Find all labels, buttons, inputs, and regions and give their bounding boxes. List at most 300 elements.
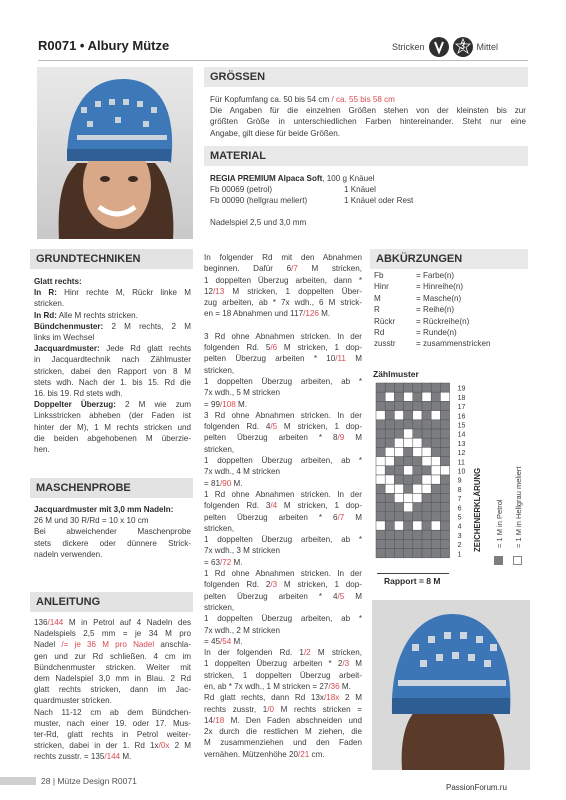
chart-cell bbox=[376, 549, 385, 558]
material-yarn-weight: , 100 g Knäuel bbox=[322, 174, 375, 183]
chart-cell bbox=[376, 512, 385, 521]
chart-cell bbox=[376, 503, 385, 512]
line-text: en = 18 Abnahmen und 117 bbox=[204, 309, 304, 319]
abbr-term: Hinr bbox=[374, 282, 389, 292]
text-line bbox=[34, 695, 191, 706]
chart-cell bbox=[431, 549, 440, 558]
text-line bbox=[34, 377, 191, 388]
chart-cell bbox=[413, 503, 422, 512]
line-text: stricken, 1 doppelten Überzug arbeit- bbox=[204, 670, 362, 680]
text-line bbox=[204, 636, 362, 647]
text-line bbox=[34, 639, 191, 650]
line-text: Bei abweichender Maschenprobe bbox=[34, 527, 191, 537]
bold-term: Glatt rechts: bbox=[34, 277, 82, 286]
difficulty-level-label: Mittel bbox=[476, 42, 499, 52]
chart-cell bbox=[422, 457, 431, 466]
chart-cell bbox=[404, 420, 413, 429]
chart-cell bbox=[404, 493, 413, 502]
chart-cell bbox=[422, 438, 431, 447]
difficulty-star-icon bbox=[453, 37, 473, 57]
large-size-value: /0x bbox=[158, 741, 170, 751]
line-text: pelten Überzug arbeiten * 8 bbox=[204, 433, 338, 443]
chart-cell bbox=[394, 438, 403, 447]
chart-cell bbox=[385, 392, 394, 401]
chart-cell bbox=[394, 539, 403, 548]
chart-cell bbox=[440, 549, 449, 558]
text-line bbox=[204, 512, 362, 523]
line-text: = 81 bbox=[204, 478, 220, 488]
chart-cell bbox=[376, 411, 385, 420]
line-text: dem Nadelspiel 3,0 mm in Blau. 2 Rd bbox=[34, 674, 191, 684]
chart-cell bbox=[376, 530, 385, 539]
line-text: quardmuster stricken. bbox=[34, 696, 112, 706]
large-size-value: /7 bbox=[337, 512, 345, 522]
chart-cell bbox=[404, 475, 413, 484]
line-text: 12 bbox=[204, 286, 214, 296]
line-text: stets dickere oder dünnere Strick- bbox=[34, 538, 191, 548]
abkuerzungen-heading: ABKÜRZUNGEN bbox=[370, 249, 528, 269]
chart-cell bbox=[376, 466, 385, 475]
text-line bbox=[204, 432, 362, 443]
line-text: 1 doppelten Überzug arbeiten, ab * bbox=[204, 456, 362, 466]
chart-cell bbox=[404, 429, 413, 438]
bold-term: In Rd: bbox=[34, 310, 57, 320]
text-line bbox=[34, 332, 191, 343]
chart-row-label: 3 bbox=[457, 532, 462, 540]
chart-cell bbox=[404, 457, 413, 466]
large-size-value: /2 bbox=[303, 648, 311, 658]
line-text: M stricken, 1 doppelten Über- bbox=[224, 286, 362, 296]
large-size-value: /5 bbox=[270, 422, 278, 432]
page-title: R0071 • Albury Mütze bbox=[38, 38, 170, 53]
chart-cell bbox=[413, 512, 422, 521]
line-text: hen. bbox=[34, 445, 50, 455]
chart-cell bbox=[404, 447, 413, 456]
line-text: Nadelspiels 2,5 mm = je 34 M pro bbox=[34, 629, 191, 639]
chart-cell bbox=[404, 539, 413, 548]
bold-term: Jacquardmuster mit 3,0 mm Nadeln: bbox=[34, 505, 174, 514]
chart-cell bbox=[422, 429, 431, 438]
abbr-meaning: = Farbe(n) bbox=[416, 271, 455, 280]
chart-cell bbox=[376, 539, 385, 548]
text-line bbox=[204, 399, 362, 410]
groessen-line: größten Größe in unterschiedlichen Farben hintereinander. Steht nur eine bbox=[210, 117, 526, 127]
text-line bbox=[34, 444, 191, 455]
chart-cell bbox=[440, 429, 449, 438]
chart-cell bbox=[440, 392, 449, 401]
groessen-line: Die Angaben für die einzelnen Größen stehen von der kleinsten bis zur bbox=[210, 106, 526, 116]
material-item-name: Fb 00069 (petrol) bbox=[210, 185, 273, 195]
abbr-term: R bbox=[374, 305, 380, 315]
text-line bbox=[204, 737, 362, 748]
chart-cell bbox=[422, 475, 431, 484]
rapport-label: Rapport = 8 M bbox=[384, 576, 441, 586]
chart-cell bbox=[422, 411, 431, 420]
chart-row-label: 19 bbox=[457, 385, 466, 393]
chart-cell bbox=[440, 401, 449, 410]
chart-cell bbox=[385, 493, 394, 502]
line-text: rechts zusstr, 1 bbox=[204, 704, 268, 714]
chart-cell bbox=[431, 503, 440, 512]
text-line bbox=[204, 308, 362, 319]
text-line bbox=[204, 320, 362, 331]
line-text: M. bbox=[235, 399, 247, 409]
legend-swatch-petrol bbox=[494, 556, 503, 565]
chart-cell bbox=[440, 512, 449, 521]
line-text: 14 bbox=[204, 715, 214, 725]
chart-cell bbox=[422, 401, 431, 410]
line-text: folgenden Rd. 2 bbox=[204, 580, 271, 590]
chart-cell bbox=[404, 392, 413, 401]
material-item-qty: 1 Knäuel bbox=[344, 185, 376, 195]
chart-cell bbox=[413, 530, 422, 539]
chart-row-label: 10 bbox=[457, 468, 466, 476]
line-text: 26 M und 30 R/Rd = 10 x 10 cm bbox=[34, 516, 149, 526]
groessen-size-large: / ca. 55 bis 58 cm bbox=[331, 95, 395, 104]
large-size-value: /0 bbox=[267, 704, 274, 714]
chart-cell bbox=[440, 475, 449, 484]
line-text: hinter der M), 1 M rechts stricken und bbox=[34, 422, 191, 432]
chart-cell bbox=[431, 530, 440, 539]
text-line bbox=[34, 310, 191, 321]
line-text: Alle M rechts stricken. bbox=[56, 310, 138, 320]
line-text: Hinr rechte M, Rückr linke M bbox=[56, 288, 191, 298]
chart-cell bbox=[394, 530, 403, 539]
abbr-term: Rückr bbox=[374, 316, 396, 326]
chart-cell bbox=[431, 521, 440, 530]
text-line bbox=[34, 321, 191, 332]
chart-cell bbox=[440, 420, 449, 429]
large-size-value: /3 bbox=[270, 580, 278, 590]
line-text: Nadel bbox=[34, 640, 62, 650]
chart-cell bbox=[440, 493, 449, 502]
chart-cell bbox=[413, 484, 422, 493]
chart-cell bbox=[394, 466, 403, 475]
chart-row-label: 17 bbox=[457, 404, 466, 412]
text-line bbox=[34, 651, 191, 662]
chart-cell bbox=[422, 539, 431, 548]
chart-cell bbox=[376, 392, 385, 401]
chart-row-label: 1 bbox=[457, 551, 462, 559]
line-text: In folgender Rd mit den Abnahmen bbox=[204, 253, 362, 262]
line-text: M stricken, 1 dop- bbox=[277, 343, 362, 353]
watermark: PassionForum.ru bbox=[446, 783, 507, 792]
chart-cell bbox=[440, 466, 449, 475]
large-size-value: /72 bbox=[219, 557, 232, 567]
line-text: M bbox=[344, 512, 362, 522]
chart-cell bbox=[431, 401, 440, 410]
chart-cell bbox=[422, 493, 431, 502]
material-needles: Nadelspiel 2,5 und 3,0 mm bbox=[210, 217, 307, 227]
legend-label-hellgrau: = 1 M in Hellgrau meliert bbox=[514, 466, 523, 548]
chart-cell bbox=[385, 429, 394, 438]
zaehlmuster-chart bbox=[374, 381, 474, 571]
chart-cell bbox=[440, 539, 449, 548]
text-line bbox=[34, 526, 191, 537]
line-text: stricken, bbox=[204, 602, 235, 612]
line-text: pelten Überzug arbeiten * 10 bbox=[204, 354, 336, 364]
text-line bbox=[204, 410, 362, 421]
chart-cell bbox=[440, 521, 449, 530]
line-text: 1 doppelten Überzug arbeiten, ab * bbox=[204, 535, 362, 545]
chart-cell bbox=[431, 539, 440, 548]
footer-separator: | bbox=[52, 776, 58, 786]
line-text: rechts zusstr. = 135 bbox=[34, 752, 105, 762]
chart-cell bbox=[376, 420, 385, 429]
line-text: pelten Überzug arbeiten * 6 bbox=[204, 512, 338, 522]
chart-cell bbox=[404, 503, 413, 512]
chart-cell bbox=[385, 521, 394, 530]
groessen-line bbox=[210, 94, 526, 105]
line-text: glatt rechts stricken, dann im Jac- bbox=[34, 685, 191, 695]
chart-cell bbox=[413, 383, 422, 392]
chart-row-label: 9 bbox=[457, 477, 462, 485]
large-size-value: /126 bbox=[303, 309, 319, 319]
chart-cell bbox=[404, 438, 413, 447]
chart-cell bbox=[431, 457, 440, 466]
text-line bbox=[34, 549, 191, 560]
chart-cell bbox=[394, 420, 403, 429]
text-line bbox=[204, 297, 362, 308]
chart-cell bbox=[394, 512, 403, 521]
chart-cell bbox=[394, 503, 403, 512]
chart-cell bbox=[413, 411, 422, 420]
footer-bar bbox=[0, 777, 36, 785]
material-item bbox=[210, 195, 526, 206]
line-text: 136 bbox=[34, 618, 48, 627]
chart-cell bbox=[376, 383, 385, 392]
line-text: = 99 bbox=[204, 399, 220, 409]
line-text: Rd glatt rechts, dann Rd 13x bbox=[204, 693, 324, 703]
chart-cell bbox=[385, 411, 394, 420]
text-line bbox=[204, 365, 362, 376]
chart-cell bbox=[385, 503, 394, 512]
chart-cell bbox=[440, 438, 449, 447]
legend-label-petrol: = 1 M in Petrol bbox=[495, 499, 504, 548]
line-text: gen und zur Rd schließen. 4 cm im bbox=[34, 651, 191, 661]
bold-term: Jacquardmuster: bbox=[34, 344, 100, 354]
text-line bbox=[34, 298, 191, 309]
line-text: ter-Rd, glatt rechts in Petrol weiter- bbox=[34, 730, 191, 740]
chart-cell bbox=[413, 549, 422, 558]
groessen-size-text: Für Kopfumfang ca. 50 bis 54 cm bbox=[210, 95, 332, 104]
material-item-name: Fb 00090 (hellgrau meliert) bbox=[210, 196, 308, 206]
chart-cell bbox=[404, 512, 413, 521]
line-text: 7x wdh., 3 M stricken bbox=[204, 546, 281, 556]
chart-cell bbox=[422, 383, 431, 392]
line-text: 3 Rd ohne Abnahmen stricken. In der bbox=[204, 331, 362, 341]
chart-cell bbox=[413, 401, 422, 410]
chart-cell bbox=[385, 401, 394, 410]
line-text: Jede Rd glatt rechts bbox=[99, 344, 191, 354]
chart-cell bbox=[376, 401, 385, 410]
text-line bbox=[204, 545, 362, 556]
chart-cell bbox=[431, 493, 440, 502]
stricken-label: Stricken bbox=[392, 42, 425, 52]
text-line bbox=[204, 534, 362, 545]
chart-cell bbox=[413, 438, 422, 447]
text-line bbox=[34, 684, 191, 695]
text-line bbox=[204, 726, 362, 737]
chart-cell bbox=[376, 475, 385, 484]
text-line bbox=[34, 504, 191, 515]
text-line bbox=[34, 751, 191, 762]
legend-title: ZEICHENERKLÄRUNG bbox=[473, 467, 482, 552]
chart-cell bbox=[385, 539, 394, 548]
large-size-value: /90 bbox=[219, 478, 232, 488]
chart-cell bbox=[394, 429, 403, 438]
hat-back-photo bbox=[372, 600, 530, 770]
line-text: nadeln verwenden. bbox=[34, 549, 103, 559]
chart-cell bbox=[404, 484, 413, 493]
text-line bbox=[204, 681, 362, 692]
text-line bbox=[204, 579, 362, 590]
anleitung-text bbox=[34, 617, 191, 763]
text-line bbox=[34, 287, 191, 298]
text-line bbox=[204, 421, 362, 432]
chart-cell bbox=[394, 411, 403, 420]
line-text: M stricken, 1 dop- bbox=[277, 501, 362, 511]
large-size-value: /18x bbox=[323, 693, 340, 703]
chart-cell bbox=[431, 466, 440, 475]
text-line bbox=[204, 275, 362, 286]
large-size-value: /144 bbox=[104, 752, 121, 762]
text-line bbox=[204, 353, 362, 364]
chart-cell bbox=[385, 484, 394, 493]
knitting-v-icon bbox=[429, 37, 449, 57]
chart-row-label: 15 bbox=[457, 422, 466, 430]
chart-row-label: 2 bbox=[457, 542, 462, 550]
chart-row-label: 11 bbox=[457, 459, 465, 467]
chart-cell bbox=[404, 411, 413, 420]
chart-cell bbox=[404, 466, 413, 475]
text-line bbox=[204, 286, 362, 297]
chart-cell bbox=[385, 475, 394, 484]
chart-cell bbox=[422, 549, 431, 558]
large-size-value: /21 bbox=[298, 749, 310, 759]
text-line bbox=[34, 422, 191, 433]
chart-cell bbox=[404, 401, 413, 410]
chart-cell bbox=[394, 493, 403, 502]
groessen-heading: GRÖSSEN bbox=[204, 67, 528, 87]
text-line bbox=[204, 670, 362, 681]
text-line bbox=[34, 515, 191, 526]
line-text: M bbox=[349, 659, 362, 669]
line-text: 2 M wie zum bbox=[115, 400, 191, 410]
line-text: cm. bbox=[309, 749, 325, 759]
line-text: M. bbox=[231, 636, 243, 646]
line-text: M. bbox=[120, 752, 132, 762]
abbr-meaning: = Hinreihe(n) bbox=[416, 282, 464, 292]
line-text: 7x wdh., 5 M stricken bbox=[204, 388, 281, 398]
chart-cell bbox=[394, 457, 403, 466]
line-text: M bbox=[344, 433, 362, 443]
text-line bbox=[204, 331, 362, 342]
large-size-value: /4 bbox=[270, 501, 278, 511]
large-size-value: /6 bbox=[270, 343, 278, 353]
chart-cell bbox=[385, 457, 394, 466]
chart-row-label: 18 bbox=[457, 394, 466, 402]
chart-cell bbox=[385, 466, 394, 475]
anleitung-heading: ANLEITUNG bbox=[30, 592, 193, 612]
chart-cell bbox=[385, 438, 394, 447]
chart-cell bbox=[431, 411, 440, 420]
line-text: M zusammenziehen und den Faden bbox=[204, 738, 362, 748]
text-line bbox=[204, 658, 362, 669]
abbr-term: Rd bbox=[374, 328, 385, 338]
chart-row-label: 16 bbox=[457, 413, 466, 421]
chart-cell bbox=[431, 429, 440, 438]
chart-row-label: 6 bbox=[457, 505, 462, 513]
abbr-term: Fb bbox=[374, 271, 384, 280]
bold-term: Bündchenmuster: bbox=[34, 321, 104, 331]
line-text: Bündchenmuster stricken. Weiter mit bbox=[34, 662, 191, 672]
bold-term: In R: bbox=[34, 288, 57, 298]
abkuerzungen-list bbox=[374, 270, 524, 350]
large-size-value: /7 bbox=[291, 264, 298, 274]
large-size-value: /13 bbox=[213, 286, 225, 296]
line-text: beginnen. Dafür 6 bbox=[204, 264, 292, 274]
page-number: 28 bbox=[41, 776, 51, 786]
grundtechniken-heading: GRUNDTECHNIKEN bbox=[30, 249, 193, 269]
text-line bbox=[204, 523, 362, 534]
text-line bbox=[204, 647, 362, 658]
chart-cell bbox=[422, 521, 431, 530]
text-line bbox=[204, 557, 362, 568]
chart-cell bbox=[404, 549, 413, 558]
chart-cell bbox=[422, 512, 431, 521]
large-size-value: /9 bbox=[337, 433, 345, 443]
abbr-meaning: = Runde(n) bbox=[416, 328, 457, 338]
text-line bbox=[34, 433, 191, 444]
text-line bbox=[34, 388, 191, 399]
chart-cell bbox=[376, 484, 385, 493]
chart-cell bbox=[376, 429, 385, 438]
line-text: folgenden Rd. 5 bbox=[204, 343, 271, 353]
chart-cell bbox=[431, 392, 440, 401]
line-text: M bbox=[344, 591, 362, 601]
abbr-term: zusstr bbox=[374, 339, 396, 349]
line-text: stricken, bbox=[204, 444, 235, 454]
chart-cell bbox=[376, 447, 385, 456]
text-line bbox=[204, 252, 362, 263]
chart-cell bbox=[413, 539, 422, 548]
chart-cell bbox=[422, 447, 431, 456]
large-size-value: /54 bbox=[219, 636, 232, 646]
text-line bbox=[34, 707, 191, 718]
groessen-text bbox=[210, 94, 526, 139]
rapport-line bbox=[377, 573, 449, 574]
text-line bbox=[204, 376, 362, 387]
line-text: 2 M bbox=[169, 741, 191, 751]
chart-cell bbox=[440, 457, 449, 466]
chart-cell bbox=[431, 475, 440, 484]
text-line bbox=[204, 387, 362, 398]
line-text: die beiden abgehobenen M überzie- bbox=[34, 433, 191, 443]
text-line bbox=[204, 602, 362, 613]
chart-row-label: 12 bbox=[457, 450, 466, 458]
chart-cell bbox=[431, 438, 440, 447]
line-text: M stricken, bbox=[297, 264, 362, 274]
chart-cell bbox=[385, 383, 394, 392]
maschenprobe-text bbox=[34, 504, 191, 560]
chart-cell bbox=[440, 383, 449, 392]
material-yarn bbox=[210, 173, 526, 184]
text-line bbox=[34, 354, 191, 365]
chart-row-label: 13 bbox=[457, 440, 466, 448]
chart-cell bbox=[394, 383, 403, 392]
line-text: stricken, dabei in der 1. Rd 1x bbox=[34, 741, 159, 751]
